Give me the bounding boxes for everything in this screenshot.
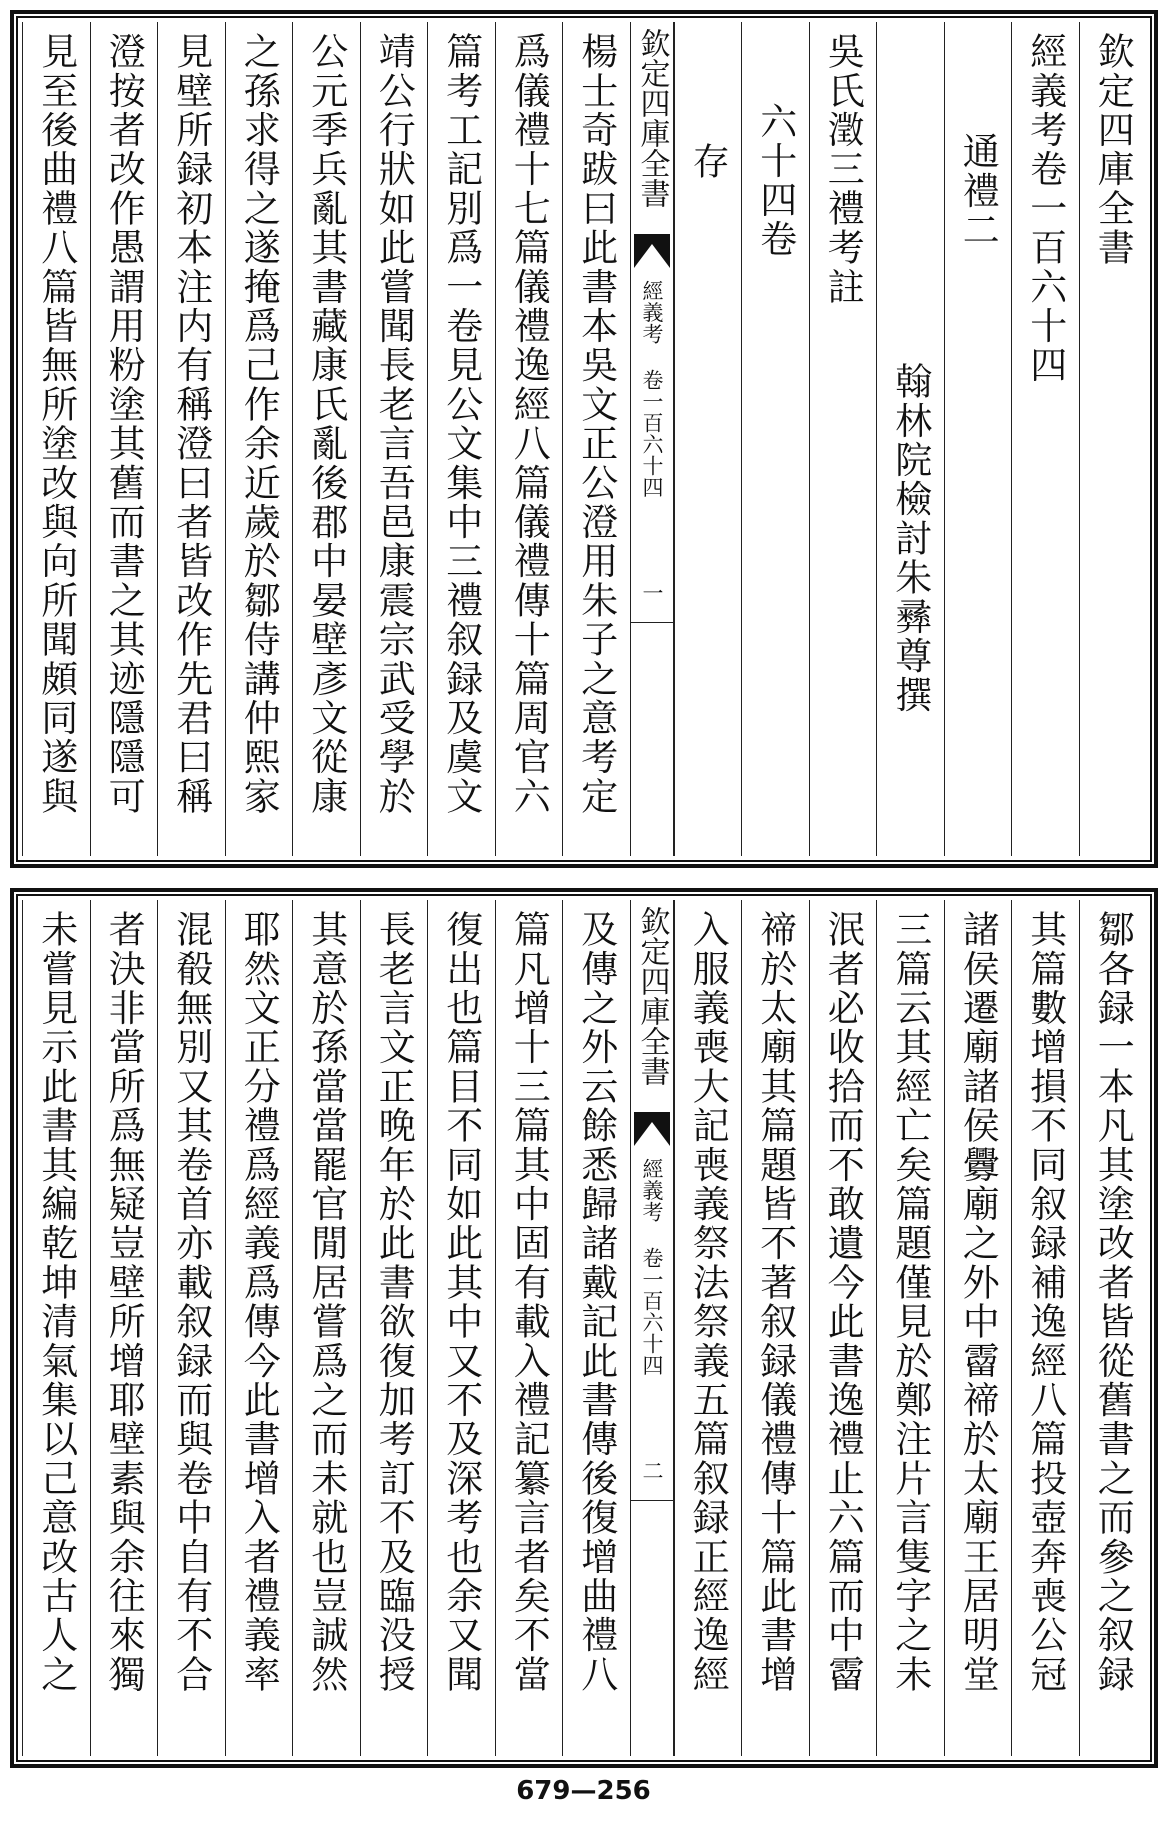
top-column-9 — [495, 22, 563, 856]
top-column-text: 爲儀禮十七篇儀禮逸經八篇儀禮傳十篇周官六 — [507, 32, 551, 816]
bottom-column-text: 其篇數增損不同叙録補逸經八篇投壺奔喪公冠 — [1023, 910, 1067, 1694]
bottom-column-11 — [360, 900, 428, 1756]
top-column-text: 靖公行狀如此嘗聞長老言吾邑康震宗武受學於 — [372, 32, 416, 816]
top-column-text: 見壁所録初本注内有稱澄曰者皆改作先君曰稱 — [169, 32, 213, 816]
top-column-6 — [741, 22, 809, 856]
bottom-column-text: 混殽無別又其卷首亦載叙録而與卷中自有不合 — [169, 910, 213, 1694]
top-column-8 — [562, 22, 630, 856]
top-column-5 — [809, 22, 877, 856]
fish-tail-mark-icon — [634, 234, 670, 268]
top-column-10 — [427, 22, 495, 856]
top-column-text: 之孫求得之遂掩爲己作余近歲於鄒侍講仲熙家 — [237, 32, 281, 816]
bottom-column-8 — [562, 900, 630, 1756]
bottom-column-text: 泯者必收拾而不敢遺今此書逸禮止六篇而中霤 — [821, 910, 865, 1694]
top-column-text: 欽定四庫全書 — [1091, 32, 1135, 268]
bottom-column-text: 耶然文正分禮爲經義爲傳今此書增入者禮義率 — [237, 910, 281, 1694]
bottom-column-3 — [944, 900, 1012, 1756]
top-column-2 — [1011, 22, 1079, 856]
bottom-center-margin — [630, 900, 674, 1756]
bottom-column-7 — [674, 900, 742, 1756]
bottom-column-13 — [225, 900, 293, 1756]
center-title: 欽定四庫全書 — [634, 906, 670, 1086]
bottom-column-9 — [495, 900, 563, 1756]
bottom-column-14 — [157, 900, 225, 1756]
bottom-column-text: 鄒各録一本凡其塗改者皆從舊書之而參之叙録 — [1091, 910, 1135, 1694]
top-column-11 — [360, 22, 428, 856]
page-footer-number: 679—256 — [516, 1776, 651, 1806]
top-column-text: 澄按者改作愚謂用粉塗其舊而書之其迹隱隱可 — [102, 32, 146, 816]
top-column-7 — [674, 22, 742, 856]
bottom-page — [10, 888, 1158, 1768]
top-page — [10, 10, 1158, 868]
top-column-3 — [944, 22, 1012, 856]
bottom-column-text: 者決非當所爲無疑豈壁所增耶壁素與余往來獨 — [102, 910, 146, 1694]
bottom-column-text: 未嘗見示此書其編乾坤清氣集以己意改古人之 — [34, 910, 78, 1694]
bottom-column-text: 其意於孫當當罷官閒居嘗爲之而未就也豈誠然 — [304, 910, 348, 1694]
center-title: 欽定四庫全書 — [634, 28, 670, 208]
center-page-number: 二 — [640, 1460, 664, 1482]
bottom-column-text: 禘於太廟其篇題皆不著叙録儀禮傳十篇此書增 — [753, 910, 797, 1694]
bottom-column-2 — [1011, 900, 1079, 1756]
top-column-text: 存 — [686, 142, 730, 182]
top-column-text: 篇考工記別爲一卷見公文集中三禮叙録及虞文 — [439, 32, 483, 816]
top-column-text: 六十四卷 — [753, 102, 797, 259]
top-column-text: 翰林院檢討朱彞尊撰 — [888, 362, 932, 715]
bottom-column-text: 諸侯遷廟諸侯釁廟之外中霤禘於太廟王居明堂 — [956, 910, 1000, 1694]
top-column-1 — [1079, 22, 1147, 856]
top-column-4 — [876, 22, 944, 856]
bottom-column-15 — [90, 900, 158, 1756]
bottom-column-text: 復出也篇目不同如此其中又不及深考也余又聞 — [439, 910, 483, 1694]
center-page-number: 一 — [640, 582, 664, 604]
top-column-text: 吳氏澂三禮考註 — [821, 32, 865, 307]
top-column-text: 經義考卷一百六十四 — [1023, 32, 1067, 385]
bottom-column-5 — [809, 900, 877, 1756]
top-column-text: 楊士奇跋曰此書本吳文正公澄用朱子之意考定 — [574, 32, 618, 816]
top-column-text: 公元季兵亂其書藏康氏亂後郡中晏壁彥文從康 — [304, 32, 348, 816]
top-column-text: 見至後曲禮八篇皆無所塗改與向所聞頗同遂與 — [34, 32, 78, 816]
top-column-13 — [225, 22, 293, 856]
top-column-text: 通禮二 — [956, 132, 1000, 250]
bottom-column-text: 入服義喪大記喪義祭法祭義五篇叙録正經逸經 — [686, 910, 730, 1694]
bottom-column-text: 長老言文正晚年於此書欲復加考訂不及臨没授 — [372, 910, 416, 1694]
top-column-15 — [90, 22, 158, 856]
bottom-column-16 — [22, 900, 90, 1756]
bottom-column-12 — [292, 900, 360, 1756]
center-folio: 經義考 卷一百六十四 — [640, 1158, 664, 1376]
fish-tail-mark-icon — [634, 1112, 670, 1146]
bottom-column-1 — [1079, 900, 1147, 1756]
top-column-16 — [22, 22, 90, 856]
center-rule — [631, 1500, 673, 1501]
center-rule — [631, 622, 673, 623]
bottom-column-10 — [427, 900, 495, 1756]
top-column-12 — [292, 22, 360, 856]
bottom-column-6 — [741, 900, 809, 1756]
top-center-margin — [630, 22, 674, 856]
top-column-14 — [157, 22, 225, 856]
bottom-column-text: 三篇云其經亡矣篇題僅見於鄭注片言隻字之未 — [888, 910, 932, 1694]
bottom-column-text: 篇凡增十三篇其中固有載入禮記纂言者矣不當 — [507, 910, 551, 1694]
center-folio: 經義考 卷一百六十四 — [640, 280, 664, 498]
bottom-column-4 — [876, 900, 944, 1756]
bottom-column-text: 及傳之外云餘悉歸諸戴記此書傳後復增曲禮八 — [574, 910, 618, 1694]
